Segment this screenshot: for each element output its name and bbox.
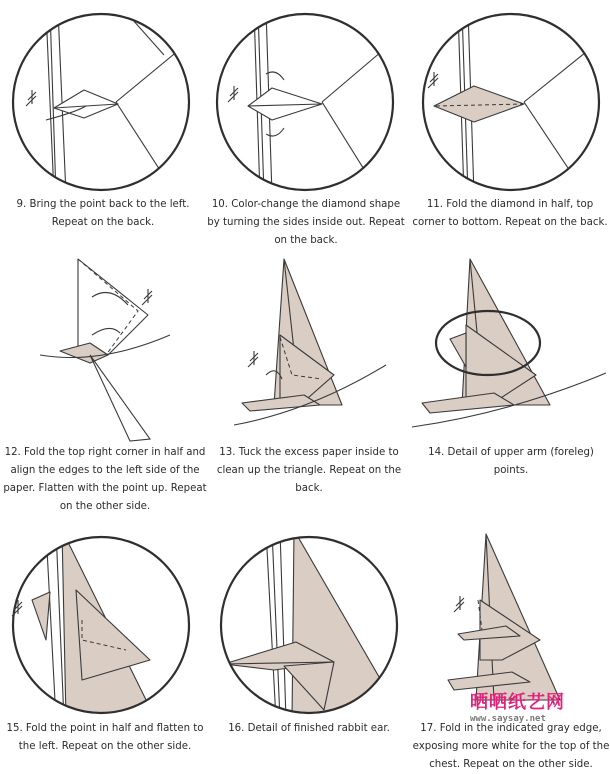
step-16-caption: 16. Detail of finished rabbit ear. [228, 723, 390, 734]
step-10-diagram [210, 10, 400, 195]
step-9-diagram [6, 10, 196, 195]
step-13-diagram [230, 255, 390, 445]
step-17-caption: 17. Fold in the indicated gray edge, exposing more white for the top of the chest. Repeat on the other side. [412, 723, 610, 770]
step-14-diagram [410, 255, 610, 445]
step-15-caption: 15. Fold the point in half and flatten to the left. Repeat on the other side. [6, 723, 204, 752]
step-13-caption: 13. Tuck the excess paper inside to clean up the triangle. Repeat on the back. [216, 447, 402, 494]
step-11-diagram [416, 10, 606, 195]
step-9-caption: 9. Bring the point back to the left. Repeat on the back. [16, 199, 190, 228]
watermark-brand: 晒晒纸艺网 [470, 692, 565, 713]
step-12-diagram [30, 255, 180, 445]
watermark-url: www.saysay.net [470, 714, 546, 724]
step-12-caption: 12. Fold the top right corner in half and align the edges to the left side of the paper. Flatten with the point up. Repeat on the other side. [3, 447, 207, 512]
step-10-caption: 10. Color-change the diamond shape by turning the sides inside out. Repeat on the back. [207, 199, 405, 246]
step-14-caption: 14. Detail of upper arm (foreleg) points. [428, 447, 594, 476]
step-15-diagram [6, 530, 196, 720]
watermark-logo [470, 688, 565, 724]
step-16-diagram [214, 530, 404, 720]
step-11-caption: 11. Fold the diamond in half, top corner to bottom. Repeat on the back. [412, 199, 608, 228]
